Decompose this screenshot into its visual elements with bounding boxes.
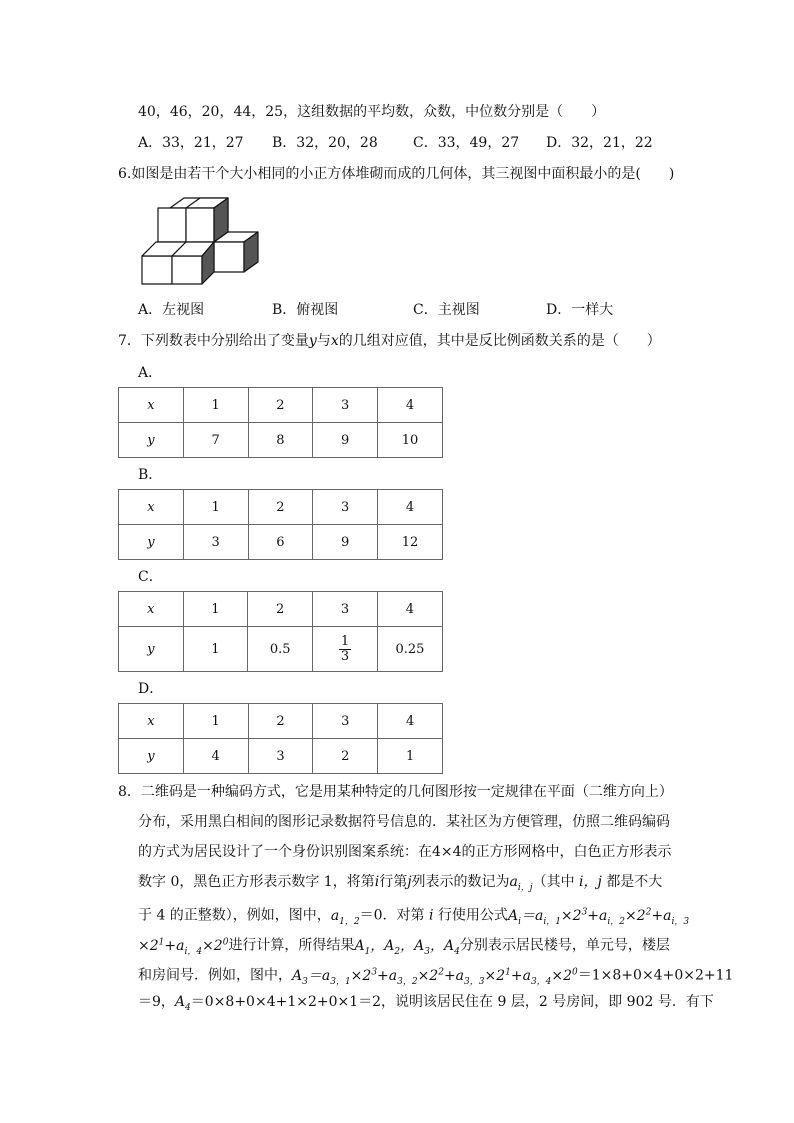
table-cell: 12 xyxy=(378,525,443,560)
q8-line-7-part: ＝1×8+0×4+0×2+11 xyxy=(577,967,734,984)
q8-line-4-part: 数字 0，黑色正方形表示数字 1，将第 xyxy=(138,874,375,890)
q8-line-5-part: ＝0．对第 xyxy=(359,907,425,924)
var-i: i xyxy=(424,907,438,924)
q8-line-6-part: 分别表示居民楼号，单元号，楼层 xyxy=(459,937,670,954)
table-cell: x xyxy=(119,704,184,739)
table-row xyxy=(119,490,443,525)
table-d xyxy=(118,703,443,774)
q5-option-b: B．32，20，28 xyxy=(272,135,378,151)
q8-line-6 xyxy=(138,932,670,961)
table-b xyxy=(118,489,443,560)
table-cell: 9 xyxy=(313,525,378,560)
var-i-j: i，j xyxy=(574,874,607,890)
table-cell: y xyxy=(119,525,184,560)
q8-line-8 xyxy=(138,992,714,1018)
q8-line-4-part: （其中 xyxy=(532,874,575,890)
table-row xyxy=(119,592,443,627)
table-cell: 1 xyxy=(378,739,443,774)
q7-stem-mid: 与 xyxy=(316,333,331,349)
table-cell: 7 xyxy=(183,423,248,458)
q5-option-a: A．33，21，27 xyxy=(138,135,244,151)
q6-stem: 6.如图是由若干个大小相同的小正方体堆砌而成的几何体，其三视图中面积最小的是( ) xyxy=(118,166,675,182)
q7-stem xyxy=(118,331,661,351)
formula-a4: $A_4$ xyxy=(174,994,191,1013)
table-cell: 3 xyxy=(183,525,248,560)
q5-option-c: C．33，49，27 xyxy=(413,135,520,151)
table-cell: 2 xyxy=(248,490,313,525)
q7-stem-pre: 7．下列数表中分别给出了变量 xyxy=(118,333,309,349)
formula-ai: $A_i=a_{i,1}\times 2^3+a_{i,2}\times 2^2+a_{i,3}$ xyxy=(507,907,690,927)
table-c-label: C． xyxy=(138,569,163,585)
q8-line-5-part: 行使用公式 xyxy=(437,907,508,924)
table-cell: 6 xyxy=(248,525,313,560)
table-cell: y xyxy=(119,627,184,672)
table-cell: 4 xyxy=(378,704,443,739)
fraction-denominator: 3 xyxy=(340,648,350,664)
table-cell: 1 xyxy=(183,388,248,423)
fraction-numerator: 1 xyxy=(340,633,350,649)
q6-option-b: B．俯视图 xyxy=(272,302,339,318)
table-cell: 2 xyxy=(313,739,378,774)
q8-line-3: 的方式为居民设计了一个身份识别图案系统：在4×4的正方形网格中，白色正方形表示 xyxy=(138,844,672,860)
table-cell: 0.25 xyxy=(377,627,442,672)
var-a-ij: $a_{i,j}$ xyxy=(509,874,533,893)
table-cell: y xyxy=(119,423,184,458)
table-row xyxy=(119,388,443,423)
q6-option-d: D．一样大 xyxy=(546,302,614,318)
q8-line-2: 分布，采用黑白相间的图形记录数据符号信息的．某社区为方便管理，仿照二维码编码 xyxy=(138,814,670,830)
table-cell: 3 xyxy=(248,739,313,774)
table-cell: 3 xyxy=(313,490,378,525)
var-j: j xyxy=(407,874,412,890)
q8-line-7 xyxy=(138,962,733,991)
q8-line-4 xyxy=(138,872,662,898)
table-cell: 1 xyxy=(183,490,248,525)
q8-line-8-part: ＝0×8+0×4+1×2+0×1＝2，说明该居民住在 9 层，2 号房间，即 902 号．有下 xyxy=(190,994,714,1010)
table-row xyxy=(119,739,443,774)
table-cell: 0.5 xyxy=(248,627,313,672)
q7-stem-post: 的几组对应值，其中是反比例函数关系的是（ ） xyxy=(338,333,661,349)
q8-line-5-part: 于 4 的正整数），例如，图中， xyxy=(138,907,331,924)
table-cell: 8 xyxy=(248,423,313,458)
q6-option-a: A．左视图 xyxy=(138,302,205,318)
q8-line-1: 8．二维码是一种编码方式，它是用某种特定的几何图形按一定规律在平面（二维方向上） xyxy=(118,784,673,800)
q8-line-4-part: 行第 xyxy=(379,874,408,890)
stacked-cubes-figure xyxy=(138,194,262,286)
table-cell: 4 xyxy=(378,490,443,525)
q5-stem: 40，46，20，44，25，这组数据的平均数，众数，中位数分别是（ ） xyxy=(138,104,606,120)
table-cell: 4 xyxy=(378,388,443,423)
table-cell: 2 xyxy=(248,704,313,739)
table-cell: 3 xyxy=(313,592,378,627)
table-cell: 4 xyxy=(183,739,248,774)
table-cell: 2 xyxy=(248,592,313,627)
table-cell: x xyxy=(119,490,184,525)
table-cell: x xyxy=(119,592,184,627)
var-a-12: $a_{1,2}$ xyxy=(330,907,360,927)
q8-line-7-part: 和房间号．例如，图中， xyxy=(138,967,292,984)
table-cell: 10 xyxy=(378,423,443,458)
table-row xyxy=(119,423,443,458)
table-cell: x xyxy=(119,388,184,423)
table-cell: 3 xyxy=(313,388,378,423)
table-cell: 1 xyxy=(183,627,248,672)
table-cell: 1 xyxy=(183,592,248,627)
table-cell: 4 xyxy=(377,592,442,627)
table-row xyxy=(119,525,443,560)
table-row xyxy=(119,704,443,739)
q6-option-c: C．主视图 xyxy=(413,302,480,318)
table-b-label: B． xyxy=(138,467,163,483)
formula-ai-cont: $\times 2^1+a_{i,4}\times 2^0$ xyxy=(138,937,229,957)
q8-line-4-part: 列表示的数记为 xyxy=(411,874,510,890)
table-cell: 2 xyxy=(248,388,313,423)
q8-line-4-part: 都是不大 xyxy=(606,874,663,890)
table-cell: y xyxy=(119,739,184,774)
q8-line-5 xyxy=(138,902,689,931)
results-a1-a4: $A_1$，$A_2$，$A_3$，$A_4$ xyxy=(354,937,460,957)
q7-var-y: y xyxy=(308,333,317,349)
q5-option-d: D．32，21，22 xyxy=(546,135,653,151)
q8-line-6-part: 进行计算，所得结果 xyxy=(228,937,355,954)
table-c xyxy=(118,591,443,672)
formula-a3: $A_3=a_{3,1}\times 2^3+a_{3,2}\times 2^2+a_{3,3}\times 2^1+a_{3,4}\times 2^0$ xyxy=(292,967,578,987)
table-a xyxy=(118,387,443,458)
fraction-one-third xyxy=(339,635,351,664)
var-i: i xyxy=(374,874,380,890)
q8-line-8-part: ＝9， xyxy=(138,994,175,1010)
q7-var-x: x xyxy=(330,333,339,349)
table-a-label: A． xyxy=(138,365,163,381)
table-d-label: D． xyxy=(138,681,164,697)
table-cell: 9 xyxy=(313,423,378,458)
table-row xyxy=(119,627,443,672)
table-cell: 1 xyxy=(183,704,248,739)
table-cell: 3 xyxy=(313,704,378,739)
table-cell xyxy=(313,627,378,672)
